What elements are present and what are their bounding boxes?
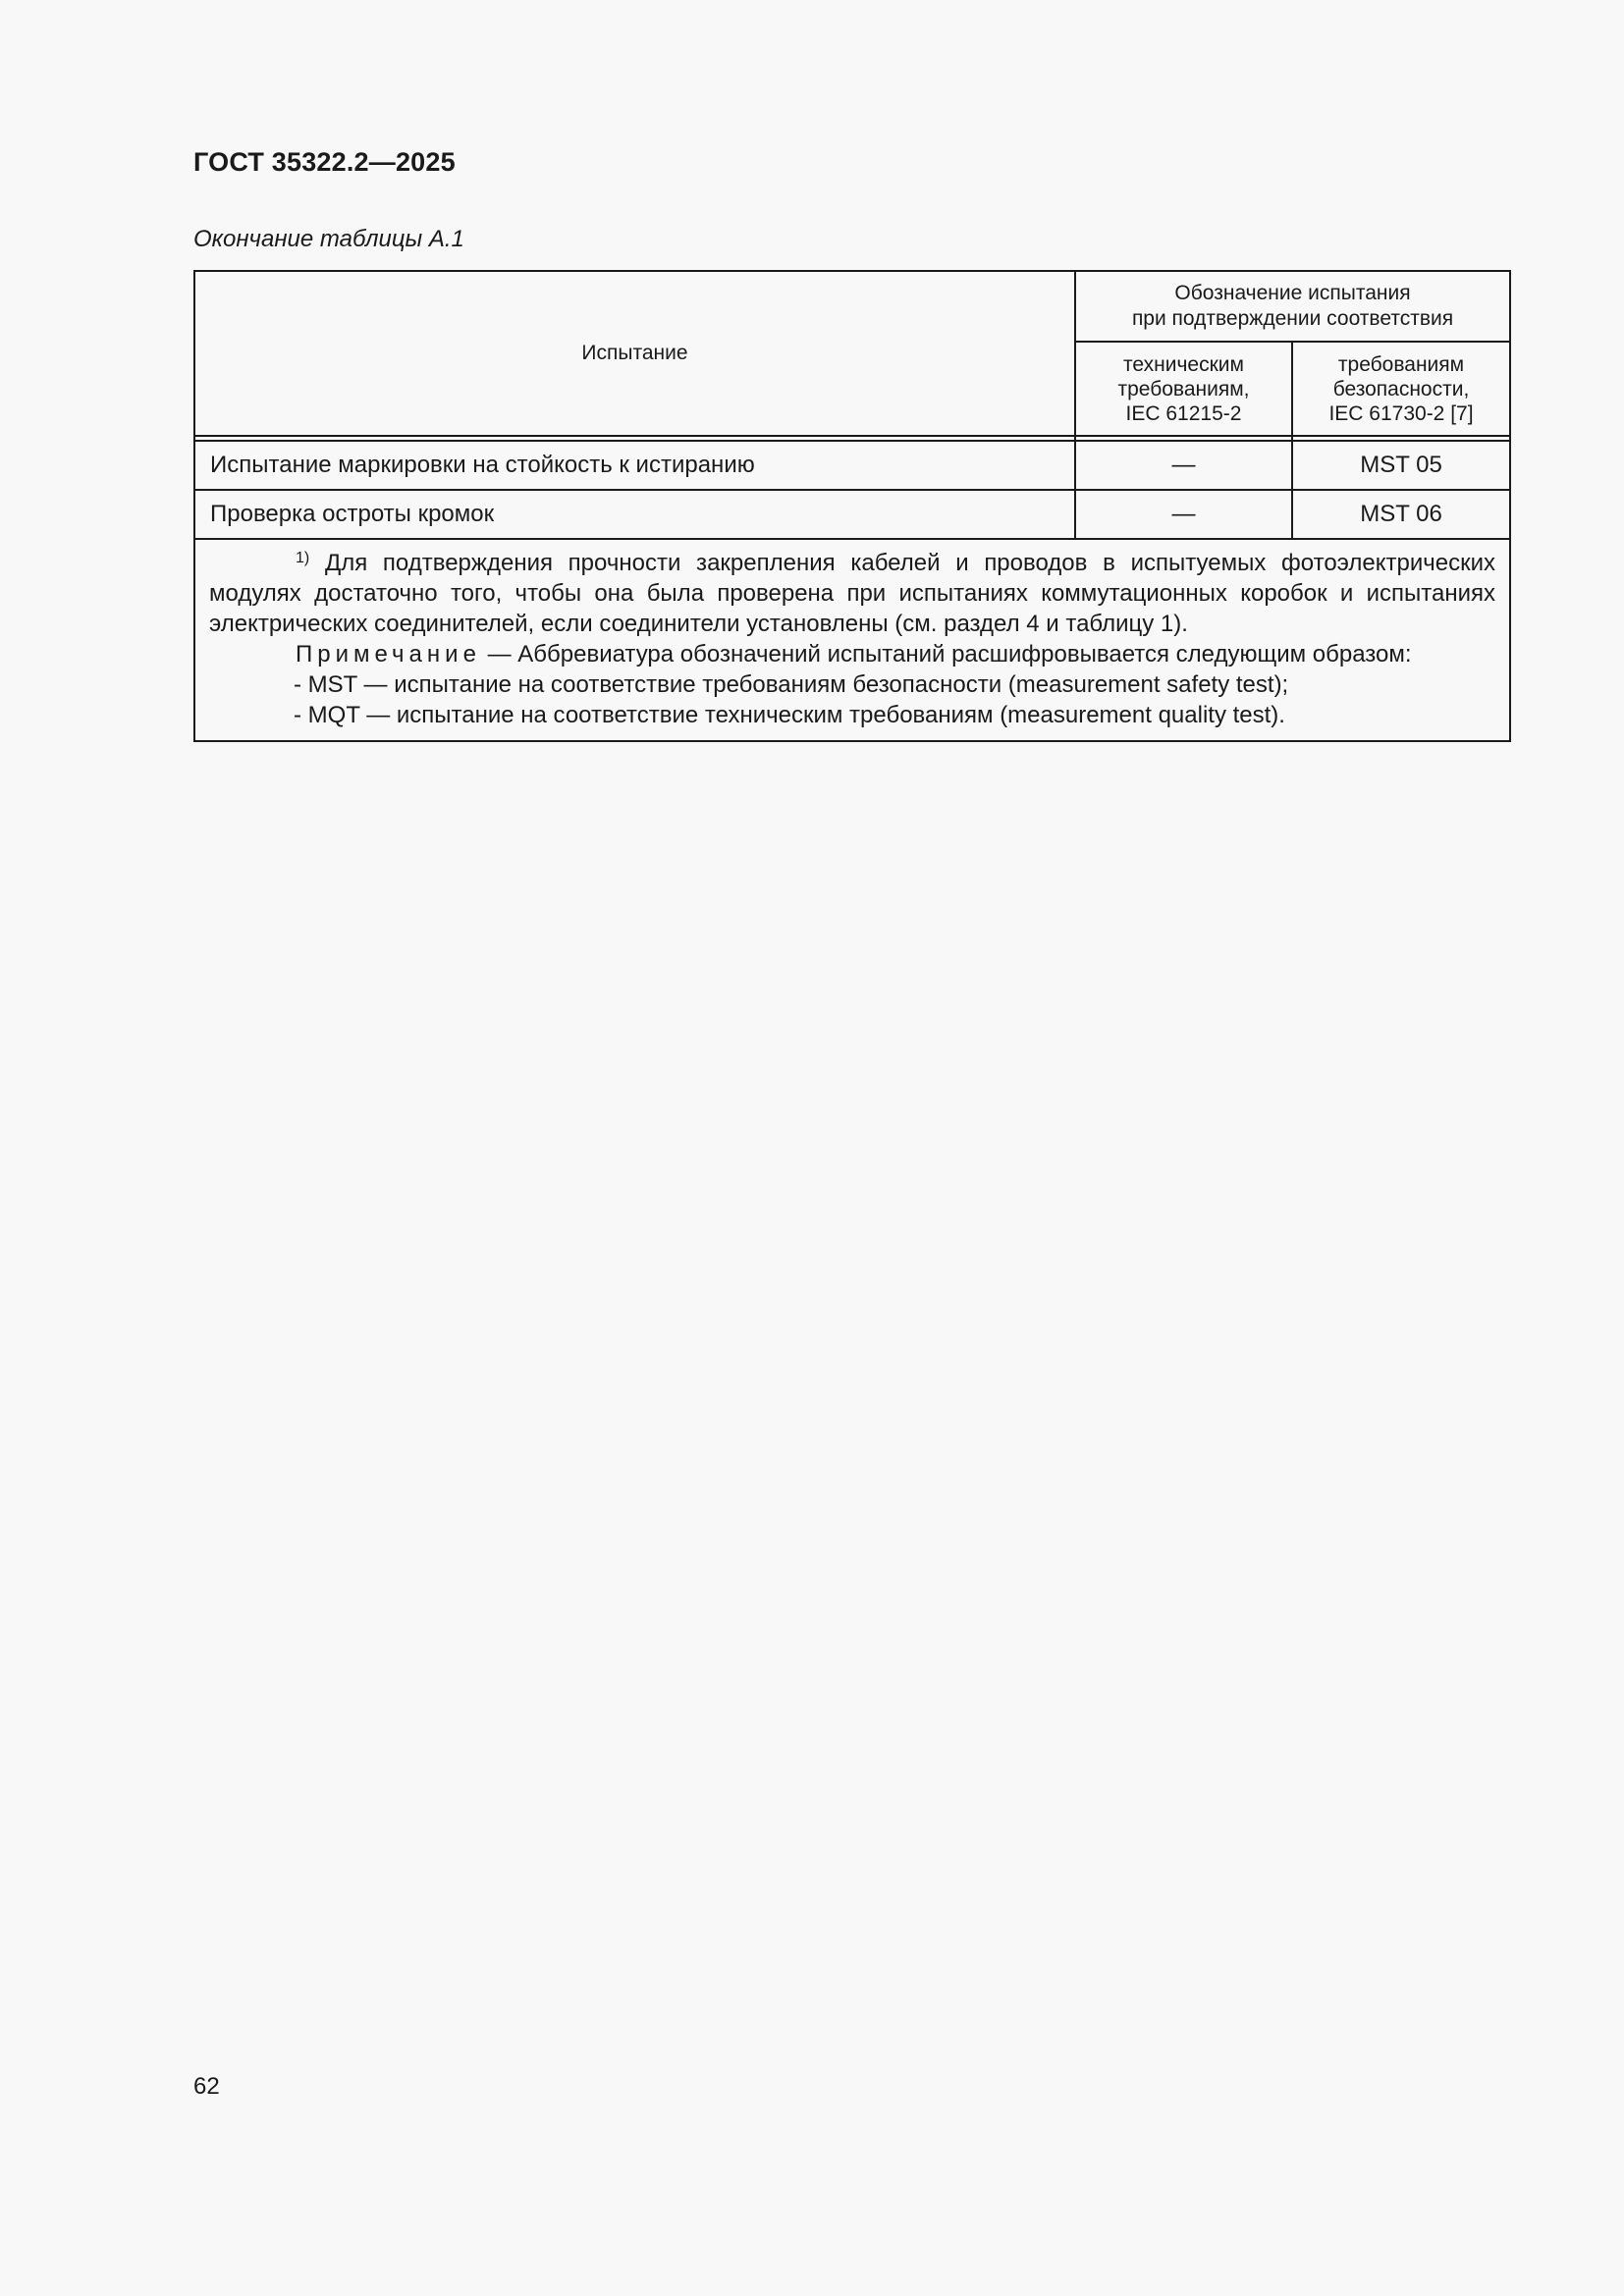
page-number: 62 — [193, 2073, 220, 2100]
row-safety-code: MST 06 — [1292, 490, 1510, 539]
row-safety-code: MST 05 — [1292, 441, 1510, 490]
footnote-mark: 1) — [296, 550, 310, 566]
note — [209, 639, 1495, 669]
column-header-designation: Обозначение испытания при подтверждении соответствия — [1075, 271, 1510, 342]
notes-cell — [194, 539, 1510, 741]
document-code: ГОСТ 35322.2—2025 — [193, 147, 456, 177]
note-list-item-mqt: - MQT — испытание на соответствие техническим требованиям (measurement quality test). — [294, 702, 1285, 728]
note-text: — Аббревиатура обозначений испытаний расшифровывается следующим образом: — [480, 641, 1412, 667]
note-label: Примечание — [296, 641, 481, 667]
row-tech-code: — — [1075, 490, 1292, 539]
notes-row — [194, 539, 1510, 741]
table-row — [194, 441, 1510, 490]
test-table — [193, 270, 1509, 742]
row-tech-code: — — [1075, 441, 1292, 490]
column-header-test: Испытание — [194, 271, 1075, 436]
table-caption: Окончание таблицы А.1 — [193, 226, 464, 252]
note-list-item-mst: - MST — испытание на соответствие требованиям безопасности (measurement safety test); — [294, 671, 1289, 698]
header-row-1 — [194, 271, 1510, 342]
table-row — [194, 490, 1510, 539]
footnote-text: Для подтверждения прочности закрепления кабелей и проводов в испытуемых фотоэлектрических модулях достаточно того, чтобы она была проверена при испытаниях коммутационных коробок и испытаниях электрических соединителей, если соединители установлены (см. раздел 4 и таблицу 1). — [209, 550, 1496, 637]
column-header-safety: требованиям безопасности, IEC 61730-2 [7] — [1292, 342, 1510, 436]
footnote — [209, 548, 1495, 639]
row-test-name: Испытание маркировки на стойкость к истиранию — [194, 441, 1075, 490]
column-header-tech: техническим требованиям, IEC 61215-2 — [1075, 342, 1292, 436]
row-test-name: Проверка остроты кромок — [194, 490, 1075, 539]
table — [193, 270, 1511, 742]
